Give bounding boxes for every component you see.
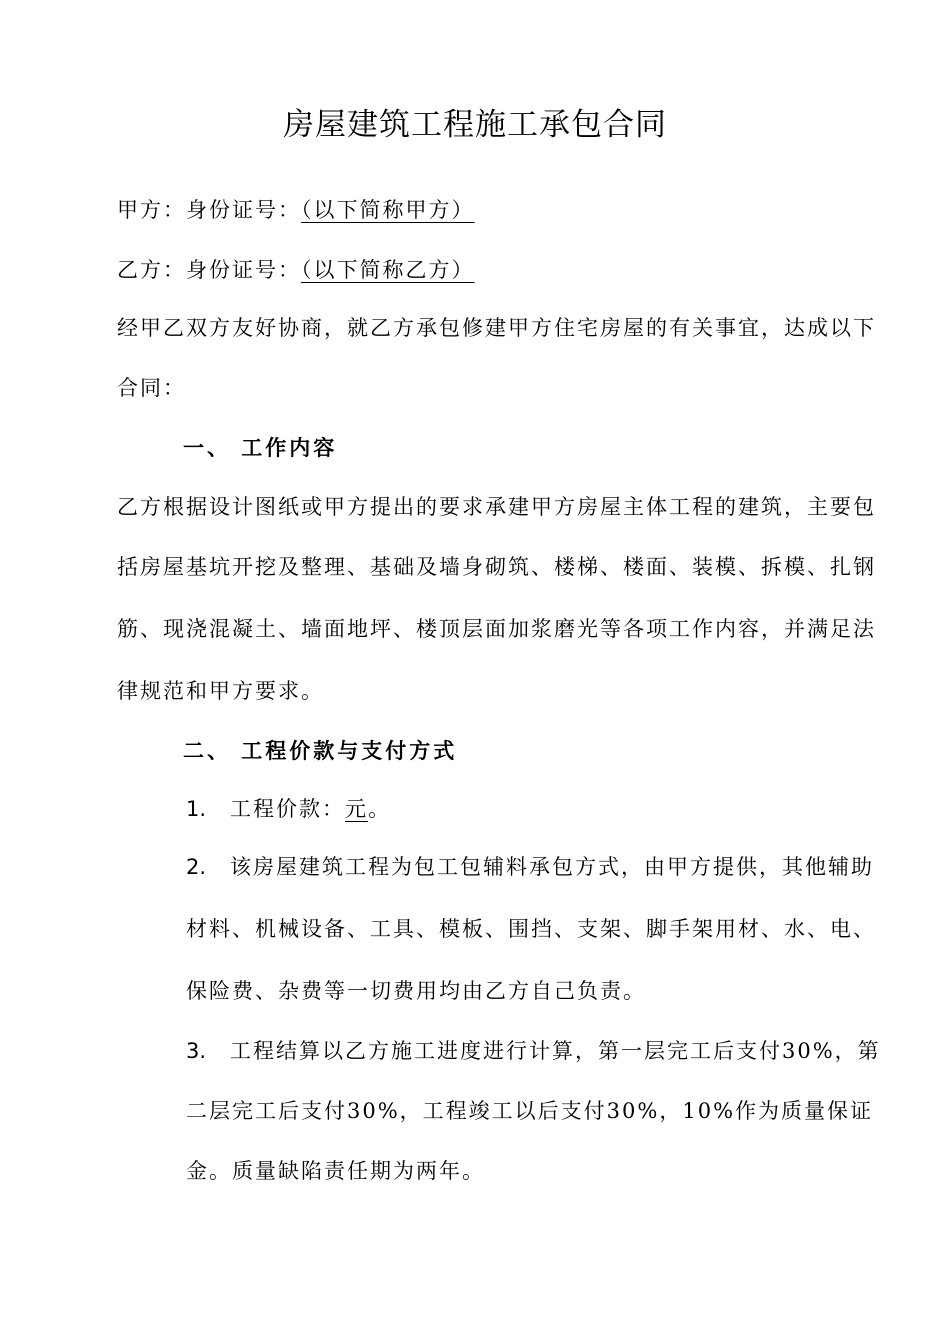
paragraph-line: 律规范和甲方要求。 [117,679,324,703]
party-a-note: （以下简称甲方） [301,198,475,222]
list-number: 1. [186,797,207,821]
party-b-note: （以下简称乙方） [301,258,475,282]
intro-line: 合同： [117,376,186,400]
document-title: 房屋建筑工程施工承包合同 [283,107,667,143]
party-b-label: 乙方：身份证号： [117,258,301,282]
price-end: 。 [368,797,391,821]
list-item-contract-mode [186,853,946,881]
paragraph-line: 括房屋基坑开挖及整理、基础及墙身砌筑、楼梯、楼面、装模、拆模、扎钢 [117,555,876,579]
price-value: 元 [345,797,368,821]
list-item-settlement [186,1037,946,1065]
list-item-price [186,795,946,823]
paragraph-line: 保险费、杂费等一切费用均由乙方自己负责。 [186,979,646,1003]
party-a-line [117,196,877,224]
party-a-label: 甲方：身份证号： [117,198,301,222]
section-heading-price-payment: 二、 工程价款与支付方式 [183,739,458,763]
price-label: 工程价款： [230,797,345,821]
paragraph-line: 乙方根据设计图纸或甲方提出的要求承建甲方房屋主体工程的建筑，主要包 [117,495,876,519]
intro-line: 经甲乙双方友好协商，就乙方承包修建甲方住宅房屋的有关事宜，达成以下 [117,316,876,340]
paragraph-line: 二层完工后支付30%，工程竣工以后支付30%，10%作为质量保证 [186,1099,874,1123]
section-heading-work-content: 一、 工作内容 [183,436,338,460]
paragraph-line: 筋、现浇混凝土、墙面地坪、楼顶层面加浆磨光等各项工作内容，并满足法 [117,617,876,641]
paragraph-line: 材料、机械设备、工具、模板、围挡、支架、脚手架用材、水、电、 [186,917,876,941]
list-number: 3. [186,1039,207,1063]
party-b-line [117,256,877,284]
list-number: 2. [186,855,207,879]
paragraph-line: 该房屋建筑工程为包工包辅料承包方式，由甲方提供，其他辅助 [230,855,874,879]
paragraph-line: 工程结算以乙方施工进度进行计算，第一层完工后支付30%，第 [230,1039,881,1063]
paragraph-line: 金。质量缺陷责任期为两年。 [186,1159,485,1183]
